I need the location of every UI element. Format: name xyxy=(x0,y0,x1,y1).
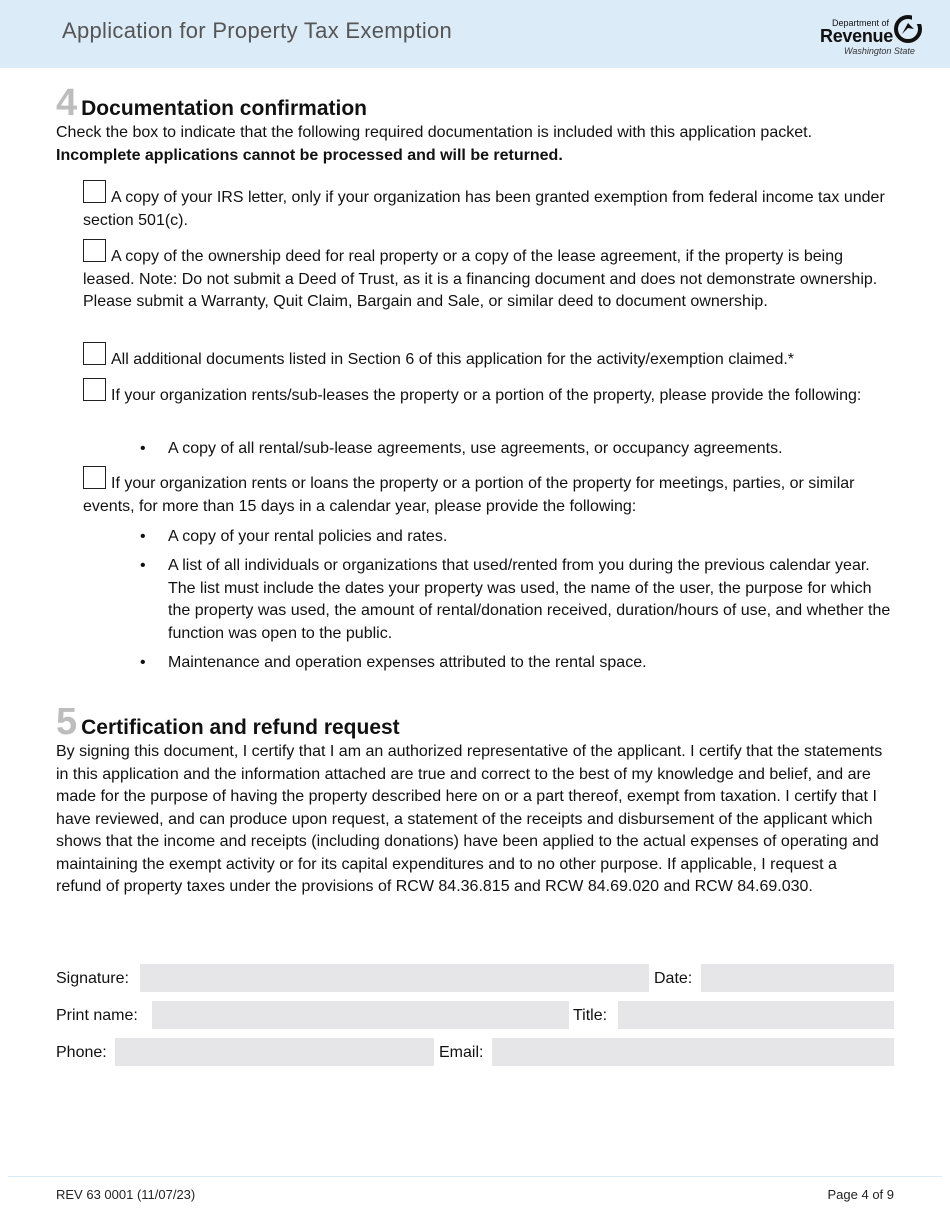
ownership-deed-text: A copy of the ownership deed for real property or a copy of the lease agreement, if the property is being leased. Note: Do not submit a Deed of Trust, as it is a financing document and does not demonstrate ownership. Please submit a Warranty, Quit Claim, Bargain and Sale, or similar deed to document ownership. xyxy=(83,248,878,310)
bullet-glyph: • xyxy=(140,557,146,574)
bullet-text: A copy of all rental/sub-lease agreements, use agreements, or occupancy agreements. xyxy=(168,440,783,457)
logo-line-department: Department of xyxy=(832,18,890,28)
bullet-glyph: • xyxy=(140,440,146,457)
section-4-intro-warning: Incomplete applications cannot be processed and will be returned. xyxy=(56,146,563,164)
print-name-label: Print name: xyxy=(56,1007,138,1024)
irs-letter-checkbox[interactable] xyxy=(83,180,106,203)
signature-label: Signature: xyxy=(56,970,129,987)
doc-item-rental-events xyxy=(83,466,893,518)
ownership-deed-checkbox[interactable] xyxy=(83,239,106,262)
dor-swoosh-icon xyxy=(892,14,924,44)
phone-field[interactable] xyxy=(115,1038,434,1066)
signature-field[interactable] xyxy=(140,964,649,992)
logo-line-revenue: Revenue xyxy=(820,26,893,46)
section-5-heading xyxy=(56,703,400,741)
section-4-heading xyxy=(56,84,367,122)
rental-events-checkbox[interactable] xyxy=(83,466,106,489)
section-4-intro xyxy=(56,122,896,167)
email-label: Email: xyxy=(439,1044,484,1061)
doc-item-additional-documents xyxy=(83,342,893,372)
document-title: Application for Property Tax Exemption xyxy=(62,18,453,43)
logo-line-state: Washington State xyxy=(844,46,915,56)
date-label: Date: xyxy=(654,970,693,987)
bullet-text: A copy of your rental policies and rates. xyxy=(168,528,448,545)
doc-item-irs-letter xyxy=(83,180,893,232)
bullet-text: A list of all individuals or organizations that used/rented from you during the previous calendar year. The list must include the dates your property was used, the name of the user, the purpose for which the property was used, the amount of rental/donation received, duration/hours of use, and whether the function was open to the public. xyxy=(168,557,891,642)
phone-row xyxy=(56,1038,894,1066)
irs-letter-text: A copy of your IRS letter, only if your organization has been granted exemption from federal income tax under section 501(c). xyxy=(83,189,885,229)
doc-item-sublease xyxy=(83,378,893,408)
sublease-text: If your organization rents/sub-leases the property or a portion of the property, please provide the following: xyxy=(111,387,862,404)
additional-documents-checkbox[interactable] xyxy=(83,342,106,365)
bullet-glyph: • xyxy=(140,654,146,671)
section-4-intro-text: Check the box to indicate that the following required documentation is included with this application packet. xyxy=(56,124,813,141)
form-number: REV 63 0001 (11/07/23) xyxy=(56,1187,196,1202)
section-5-number: 5 xyxy=(56,701,78,743)
footer-divider xyxy=(8,1176,942,1177)
bullet-text: Maintenance and operation expenses attributed to the rental space. xyxy=(168,654,647,671)
email-field[interactable] xyxy=(492,1038,894,1066)
page-header xyxy=(0,0,950,68)
sublease-checkbox[interactable] xyxy=(83,378,106,401)
title-field[interactable] xyxy=(618,1001,894,1029)
section-4-number: 4 xyxy=(56,82,78,124)
title-label: Title: xyxy=(573,1007,608,1024)
page-number: Page 4 of 9 xyxy=(827,1187,894,1202)
print-name-field[interactable] xyxy=(152,1001,569,1029)
doc-item-ownership-deed xyxy=(83,239,893,314)
bullet-glyph: • xyxy=(140,528,146,545)
section-5-title: Certification and refund request xyxy=(81,716,400,739)
section-4-title: Documentation confirmation xyxy=(81,97,367,120)
additional-documents-text: All additional documents listed in Section 6 of this application for the activity/exemption claimed.* xyxy=(111,351,795,368)
certification-text: By signing this document, I certify that I am an authorized representative of the applicant. I certify that the statements in this application and the information attached are true and correct to the best of my knowledge and belief, and are made for the purpose of having the property described here on or a part thereof, exempt from taxation. I certify that I have reviewed, and can produce upon request, a statement of the receipts and disbursement of the applicant which shows that the income and receipts (including donations) have been applied to the actual expenses of operating and maintaining the exempt activity or for its capital expenditures and to no other purpose. If applicable, I request a refund of property taxes under the provisions of RCW 84.36.815 and RCW 84.69.020 and RCW 84.69.030. xyxy=(56,743,883,895)
print-name-row xyxy=(56,1001,894,1029)
dor-logo xyxy=(820,14,930,58)
rental-events-text: If your organization rents or loans the property or a portion of the property for meetings, parties, or similar events, for more than 15 days in a calendar year, please provide the following: xyxy=(83,475,855,515)
phone-label: Phone: xyxy=(56,1044,107,1061)
date-field[interactable] xyxy=(701,964,894,992)
signature-row xyxy=(56,964,894,992)
